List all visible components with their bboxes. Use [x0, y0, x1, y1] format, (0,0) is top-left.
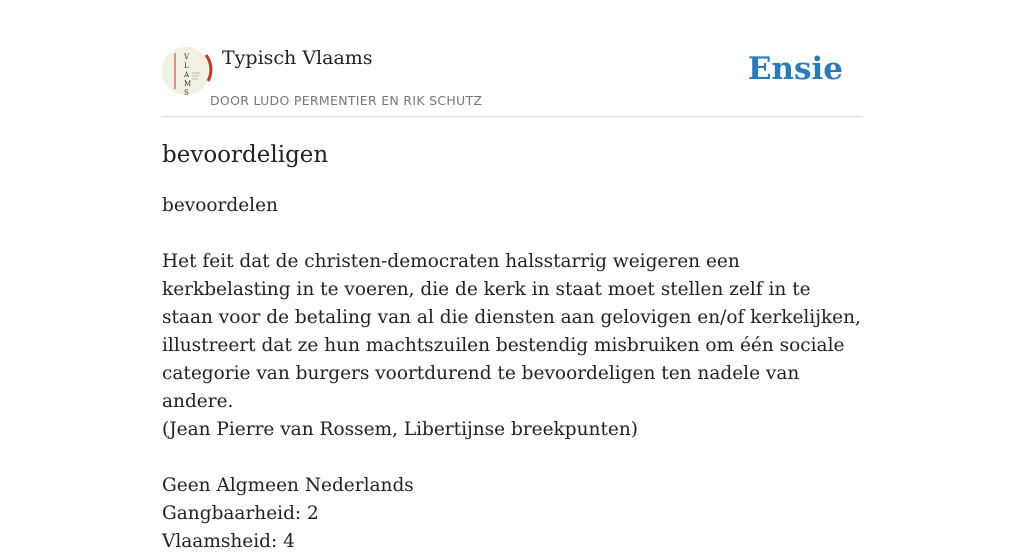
svg-text:A: A [184, 71, 190, 79]
entry-header [162, 0, 862, 117]
entry-meta-an: Geen Algmeen Nederlands [162, 475, 414, 496]
entry-body [162, 192, 862, 556]
svg-text:M: M [184, 80, 192, 88]
ensie-logo-link[interactable]: Ensie [747, 51, 843, 87]
typisch-vlaams-logo[interactable] [162, 47, 210, 95]
logo-graphic [162, 47, 210, 95]
spacer [162, 220, 862, 248]
site-title[interactable]: Typisch Vlaams [222, 47, 373, 69]
entry-meta-vlaamsheid: Vlaamsheid: 4 [162, 531, 295, 552]
entry-source: (Jean Pierre van Rossem, Libertijnse breekpunten) [162, 419, 638, 440]
svg-text:S: S [184, 89, 189, 97]
spacer [162, 444, 862, 472]
entry-synonym: bevoordelen [162, 195, 278, 216]
entry-meta-gangbaarheid: Gangbaarheid: 2 [162, 503, 319, 524]
svg-text:L: L [184, 62, 189, 70]
entry-title: bevoordeligen [162, 142, 329, 168]
svg-text:V: V [184, 53, 190, 61]
entry-card [162, 0, 862, 552]
entry-example: Het feit dat de christen-democraten halsstarrig weigeren een kerkbelasting in te voeren, die de kerk in staat moet stellen zelf in te staan voor de betaling van al die diensten aan gelovigen en/of kerkelijken, illustreert dat ze hun machtszuilen bestendig misbruiken om één sociale categorie van burgers voortdurend te bevoordeligen ten nadele van andere. [162, 251, 861, 412]
author-byline: DOOR LUDO PERMENTIER EN RIK SCHUTZ [210, 93, 483, 108]
